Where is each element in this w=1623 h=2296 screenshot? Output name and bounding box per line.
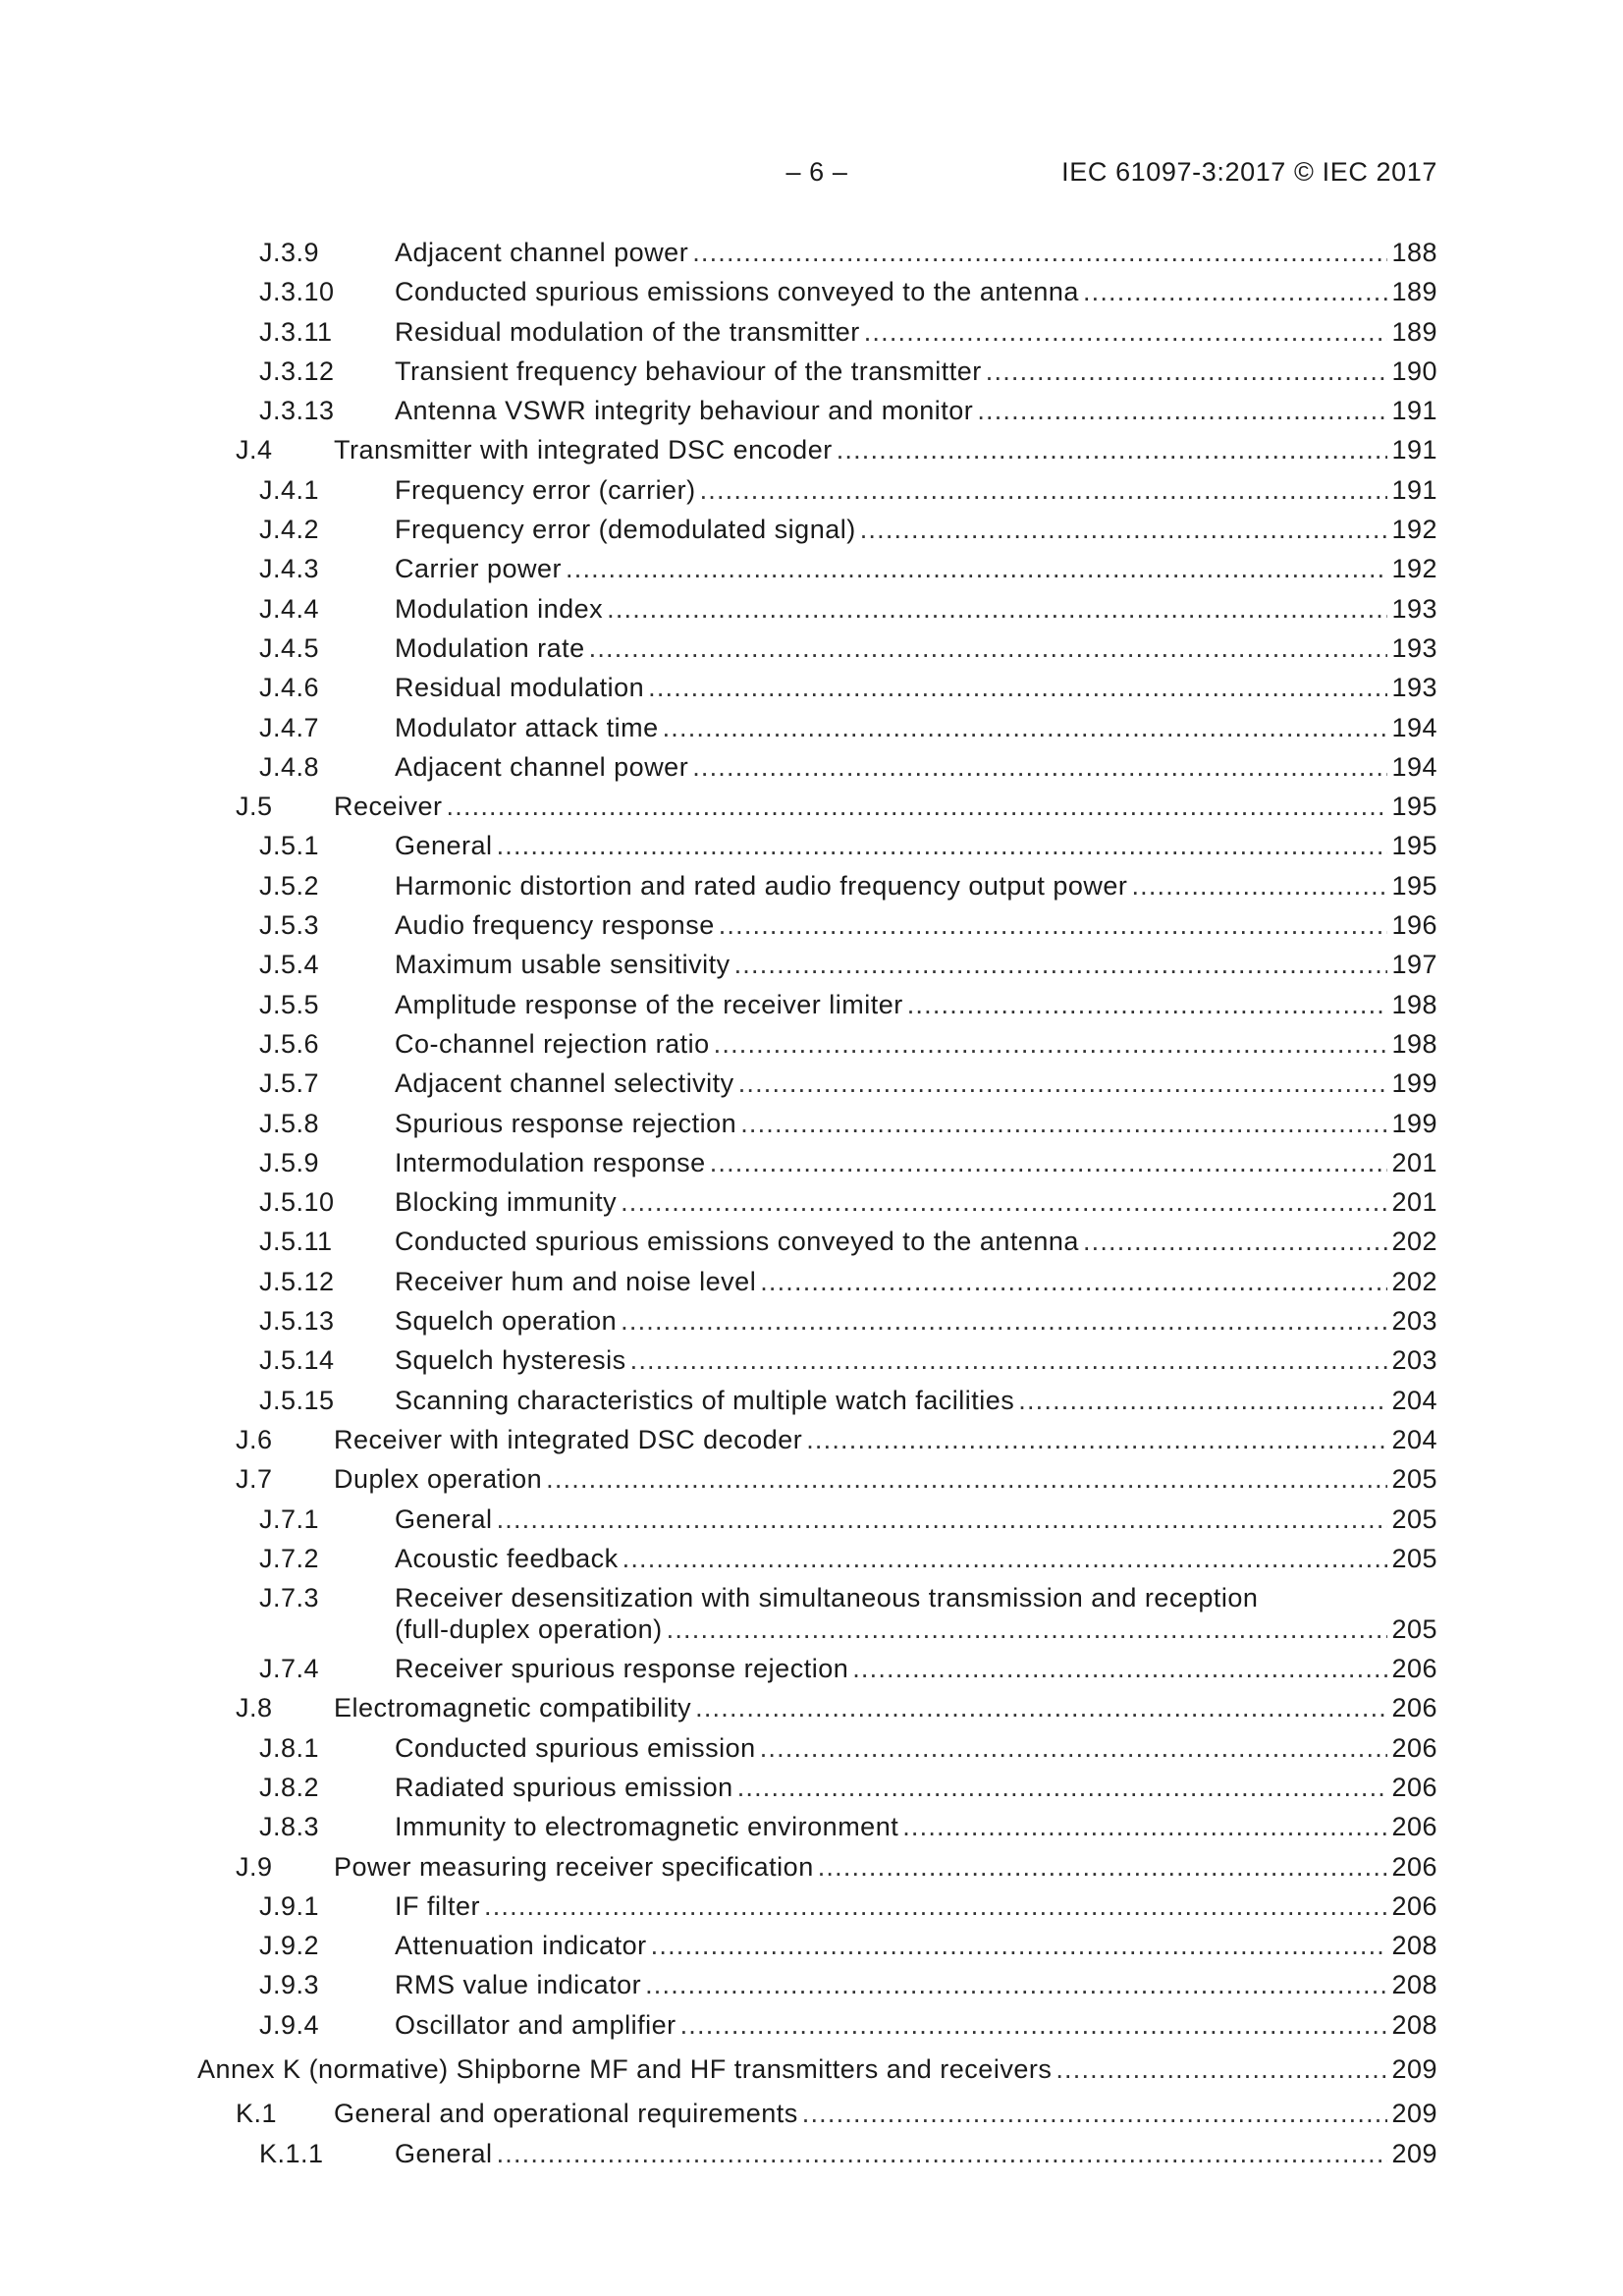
toc-entry-title: Acoustic feedback bbox=[395, 1543, 619, 1573]
toc-entry[interactable] bbox=[0, 1544, 1623, 1583]
toc-entry-number: J.9.3 bbox=[259, 1970, 320, 2000]
toc-entry-line bbox=[395, 752, 1437, 783]
dot-leader bbox=[1131, 871, 1387, 902]
toc-entry-page: 189 bbox=[1391, 277, 1437, 307]
toc-entry-number: J.4.1 bbox=[259, 474, 320, 505]
toc-entry-number: J.7.4 bbox=[259, 1654, 320, 1684]
toc-entry-number: J.5.8 bbox=[259, 1108, 320, 1138]
toc-entry-title: Transient frequency behaviour of the transmitter bbox=[395, 355, 982, 386]
toc-entry-line bbox=[334, 1464, 1437, 1495]
dot-leader bbox=[710, 1148, 1388, 1178]
toc-entry-number: J.6 bbox=[236, 1424, 273, 1454]
dot-leader bbox=[497, 1504, 1388, 1535]
toc-entry[interactable] bbox=[0, 317, 1623, 356]
toc-entry-number: J.5.12 bbox=[259, 1266, 335, 1296]
toc-entry[interactable] bbox=[0, 673, 1623, 712]
toc-entry-number: J.7.2 bbox=[259, 1543, 320, 1573]
dot-leader bbox=[802, 2099, 1388, 2129]
toc-entry-title: Adjacent channel power bbox=[395, 238, 689, 267]
toc-entry-number: J.4.2 bbox=[259, 515, 320, 545]
dot-leader bbox=[621, 1187, 1387, 1218]
toc-entry[interactable] bbox=[0, 713, 1623, 752]
toc-entry-title: Squelch hysteresis bbox=[395, 1345, 626, 1376]
dot-leader bbox=[546, 1464, 1387, 1495]
toc-entry-page: 189 bbox=[1391, 316, 1437, 347]
toc-entry[interactable] bbox=[0, 1425, 1623, 1464]
toc-entry-line bbox=[395, 238, 1437, 268]
dot-leader bbox=[977, 396, 1387, 426]
toc-entry-title: Radiated spurious emission bbox=[395, 1772, 733, 1802]
toc-entry[interactable] bbox=[0, 554, 1623, 593]
toc-entry[interactable] bbox=[0, 238, 1623, 277]
toc-entry-title: Conducted spurious emissions conveyed to the antenna bbox=[395, 1227, 1079, 1257]
toc-entry[interactable] bbox=[0, 1227, 1623, 1266]
toc-entry-number: J.5.4 bbox=[259, 950, 320, 980]
toc-entry-line bbox=[395, 871, 1437, 902]
toc-entry-title: Co-channel rejection ratio bbox=[395, 1028, 710, 1059]
toc-entry-page: 198 bbox=[1391, 1028, 1437, 1059]
toc-entry-line bbox=[395, 317, 1437, 348]
dot-leader bbox=[651, 1931, 1388, 1961]
toc-entry-page: 191 bbox=[1391, 396, 1437, 426]
toc-entry-title: Modulation rate bbox=[395, 632, 585, 663]
toc-entry-title: Spurious response rejection bbox=[395, 1108, 737, 1138]
toc-entry-title: Annex K (normative) Shipborne MF and HF transmitters and receivers bbox=[197, 2054, 1053, 2085]
dot-leader bbox=[1055, 2054, 1387, 2085]
toc-entry-title: General bbox=[395, 831, 493, 861]
toc-entry-line bbox=[395, 1773, 1437, 1803]
toc-entry-title: Residual modulation bbox=[395, 673, 645, 703]
toc-entry-title: Receiver bbox=[334, 792, 443, 822]
toc-entry-title: Modulation index bbox=[395, 593, 604, 624]
toc-entry-page: 196 bbox=[1391, 910, 1437, 941]
toc-entry-line bbox=[395, 633, 1437, 664]
toc-entry-line bbox=[395, 1970, 1437, 2000]
toc-entry-line bbox=[395, 2139, 1437, 2169]
toc-entry[interactable] bbox=[0, 515, 1623, 554]
toc-entry-line bbox=[395, 1812, 1437, 1842]
dot-leader bbox=[738, 1068, 1388, 1099]
dot-leader bbox=[695, 1693, 1387, 1723]
dot-leader bbox=[497, 831, 1388, 861]
toc-entry-title: Frequency error (demodulated signal) bbox=[395, 515, 856, 545]
toc-entry-page: 195 bbox=[1391, 870, 1437, 901]
toc-entry[interactable] bbox=[0, 792, 1623, 831]
toc-entry-title: Scanning characteristics of multiple watch facilities bbox=[395, 1385, 1015, 1415]
toc-entry-number: J.5 bbox=[236, 792, 273, 822]
toc-entry-number: J.4.5 bbox=[259, 632, 320, 663]
toc-entry-page: 197 bbox=[1391, 950, 1437, 980]
toc-entry-line bbox=[395, 950, 1437, 980]
dot-leader bbox=[630, 1345, 1388, 1376]
toc-entry-number: J.4.8 bbox=[259, 751, 320, 782]
toc-entry[interactable] bbox=[0, 1583, 1623, 1654]
toc-entry[interactable] bbox=[0, 1386, 1623, 1425]
toc-entry-page: 209 bbox=[1391, 2099, 1437, 2129]
toc-entry-number: J.5.13 bbox=[259, 1306, 335, 1337]
toc-entry-title: Electromagnetic compatibility bbox=[334, 1693, 692, 1723]
dot-leader bbox=[645, 1970, 1387, 2000]
toc-entry-number: J.8 bbox=[236, 1693, 273, 1723]
dot-leader bbox=[986, 356, 1388, 387]
toc-entry-page: 188 bbox=[1391, 238, 1437, 267]
page-number: – 6 – bbox=[785, 157, 848, 187]
toc-entry-number: J.7.1 bbox=[259, 1503, 320, 1534]
toc-entry-page: 192 bbox=[1391, 554, 1437, 584]
standard-reference: IEC 61097-3:2017 © IEC 2017 bbox=[1061, 157, 1437, 187]
toc-entry-number: J.5.2 bbox=[259, 870, 320, 901]
toc-entry-number: J.8.3 bbox=[259, 1812, 320, 1842]
toc-entry[interactable] bbox=[0, 1931, 1623, 1970]
toc-entry-page: 206 bbox=[1391, 1693, 1437, 1723]
toc-entry[interactable] bbox=[0, 475, 1623, 515]
toc-entry[interactable] bbox=[0, 1109, 1623, 1148]
toc-entry[interactable] bbox=[0, 752, 1623, 792]
toc-entry-line bbox=[395, 554, 1437, 584]
toc-entry[interactable] bbox=[0, 1029, 1623, 1068]
toc-entry-title: Intermodulation response bbox=[395, 1147, 706, 1177]
toc-entry-page: 205 bbox=[1391, 1464, 1437, 1495]
dot-leader bbox=[714, 1029, 1388, 1060]
page-header bbox=[196, 157, 1437, 196]
dot-leader bbox=[818, 1852, 1388, 1883]
dot-leader bbox=[484, 1891, 1387, 1922]
toc-entry-page: 199 bbox=[1391, 1068, 1437, 1099]
toc-entry-title: Amplitude response of the receiver limiter bbox=[395, 989, 903, 1019]
toc-entry-number: K.1.1 bbox=[259, 2138, 324, 2168]
dot-leader bbox=[864, 317, 1388, 348]
toc-entry-line bbox=[334, 1852, 1437, 1883]
toc-entry-number: J.5.5 bbox=[259, 989, 320, 1019]
toc-entry-line bbox=[395, 1386, 1437, 1416]
toc-entry-line bbox=[395, 910, 1437, 941]
toc-entry-page: 205 bbox=[1391, 1543, 1437, 1573]
dot-leader bbox=[740, 1109, 1387, 1139]
table-of-contents bbox=[0, 238, 1623, 2178]
toc-entry-line bbox=[395, 1267, 1437, 1297]
toc-entry-title: IF filter bbox=[395, 1890, 481, 1921]
toc-entry-title: RMS value indicator bbox=[395, 1970, 642, 2000]
toc-entry-number: J.7.3 bbox=[259, 1583, 320, 1613]
dot-leader bbox=[737, 1773, 1388, 1803]
toc-entry[interactable] bbox=[0, 1148, 1623, 1187]
toc-entry-number: J.9.4 bbox=[259, 2009, 320, 2040]
dot-leader bbox=[1083, 1227, 1388, 1257]
dot-leader bbox=[852, 1654, 1387, 1684]
toc-entry-number: J.4.6 bbox=[259, 673, 320, 703]
dot-leader bbox=[700, 475, 1388, 506]
dot-leader bbox=[902, 1812, 1387, 1842]
toc-entry[interactable] bbox=[0, 633, 1623, 673]
toc-entry[interactable] bbox=[0, 1970, 1623, 2009]
toc-entry[interactable] bbox=[0, 1504, 1623, 1544]
toc-entry-line bbox=[334, 792, 1437, 822]
toc-entry-page: 193 bbox=[1391, 673, 1437, 703]
toc-entry-line bbox=[395, 713, 1437, 743]
dot-leader bbox=[860, 515, 1388, 545]
dot-leader bbox=[907, 990, 1388, 1020]
toc-entry[interactable] bbox=[0, 1267, 1623, 1306]
toc-entry[interactable] bbox=[0, 2139, 1623, 2178]
dot-leader bbox=[648, 673, 1387, 703]
toc-entry-line bbox=[395, 1931, 1437, 1961]
toc-entry-number: J.4.4 bbox=[259, 593, 320, 624]
toc-entry[interactable] bbox=[0, 396, 1623, 435]
toc-entry-page: 208 bbox=[1391, 2009, 1437, 2040]
toc-entry-line bbox=[334, 1425, 1437, 1455]
toc-entry-line bbox=[334, 435, 1437, 465]
toc-entry-page: 199 bbox=[1391, 1108, 1437, 1138]
toc-entry[interactable] bbox=[0, 1852, 1623, 1891]
toc-entry-title: Duplex operation bbox=[334, 1464, 543, 1495]
dot-leader bbox=[1083, 277, 1388, 307]
toc-entry[interactable] bbox=[0, 356, 1623, 396]
toc-entry-title: Oscillator and amplifier bbox=[395, 2009, 676, 2040]
toc-entry-title: Harmonic distortion and rated audio frequency output power bbox=[395, 870, 1128, 901]
toc-entry-page: 190 bbox=[1391, 355, 1437, 386]
toc-entry-title: Adjacent channel selectivity bbox=[395, 1068, 734, 1099]
toc-entry-number: J.5.14 bbox=[259, 1345, 335, 1376]
toc-entry[interactable] bbox=[0, 950, 1623, 989]
toc-entry-number: J.5.1 bbox=[259, 831, 320, 861]
toc-entry-line bbox=[395, 1227, 1437, 1257]
toc-entry-title: Conducted spurious emissions conveyed to the antenna bbox=[395, 277, 1079, 307]
toc-entry-line bbox=[395, 277, 1437, 307]
toc-entry-title: (full-duplex operation) bbox=[395, 1614, 663, 1645]
toc-entry[interactable] bbox=[0, 871, 1623, 910]
toc-entry-title: Antenna VSWR integrity behaviour and monitor bbox=[395, 396, 974, 426]
toc-entry-page: 201 bbox=[1391, 1147, 1437, 1177]
toc-entry-title: Receiver spurious response rejection bbox=[395, 1654, 849, 1684]
toc-entry-page: 203 bbox=[1391, 1345, 1437, 1376]
toc-entry-page: 194 bbox=[1391, 712, 1437, 742]
toc-entry-page: 205 bbox=[1391, 1614, 1437, 1645]
toc-entry[interactable] bbox=[0, 990, 1623, 1029]
toc-entry-number: J.9.2 bbox=[259, 1931, 320, 1961]
toc-entry-number: J.9.1 bbox=[259, 1890, 320, 1921]
toc-entry-title: Immunity to electromagnetic environment bbox=[395, 1812, 899, 1842]
toc-entry[interactable] bbox=[0, 1693, 1623, 1732]
toc-entry-page: 191 bbox=[1391, 435, 1437, 465]
dot-leader bbox=[734, 950, 1388, 980]
toc-entry-number: J.3.9 bbox=[259, 238, 320, 267]
toc-entry-title: Receiver with integrated DSC decoder bbox=[334, 1424, 803, 1454]
dot-leader bbox=[607, 594, 1387, 625]
toc-entry[interactable] bbox=[0, 277, 1623, 316]
toc-entry-page: 192 bbox=[1391, 515, 1437, 545]
dot-leader bbox=[760, 1267, 1387, 1297]
toc-entry-title: Attenuation indicator bbox=[395, 1931, 647, 1961]
toc-entry-title: Adjacent channel power bbox=[395, 751, 689, 782]
dot-leader bbox=[719, 910, 1388, 941]
toc-entry-title: General bbox=[395, 2138, 493, 2168]
toc-entry-title-line1: Receiver desensitization with simultaneous transmission and reception bbox=[395, 1583, 1259, 1613]
toc-entry-page: 195 bbox=[1391, 792, 1437, 822]
toc-entry-line bbox=[395, 594, 1437, 625]
toc-entry-title: Maximum usable sensitivity bbox=[395, 950, 730, 980]
toc-entry-page: 194 bbox=[1391, 751, 1437, 782]
toc-entry[interactable] bbox=[0, 1812, 1623, 1851]
toc-entry-title: Audio frequency response bbox=[395, 910, 715, 941]
toc-entry-line bbox=[395, 1306, 1437, 1337]
toc-entry[interactable] bbox=[0, 1773, 1623, 1812]
toc-entry-title: Transmitter with integrated DSC encoder bbox=[334, 435, 833, 465]
toc-entry-title: Modulator attack time bbox=[395, 712, 659, 742]
toc-entry-number: K.1 bbox=[236, 2099, 278, 2129]
toc-entry-line bbox=[395, 1504, 1437, 1535]
toc-entry-number: J.5.10 bbox=[259, 1187, 335, 1218]
toc-entry-title: Carrier power bbox=[395, 554, 563, 584]
dot-leader bbox=[622, 1544, 1388, 1574]
toc-entry-number: J.3.12 bbox=[259, 355, 335, 386]
toc-entry-page: 209 bbox=[1391, 2138, 1437, 2168]
toc-entry-page: 201 bbox=[1391, 1187, 1437, 1218]
toc-entry[interactable] bbox=[0, 1464, 1623, 1503]
toc-entry-page: 206 bbox=[1391, 1732, 1437, 1763]
toc-entry-number: J.3.11 bbox=[259, 316, 333, 347]
dot-leader bbox=[692, 238, 1387, 268]
toc-entry-line bbox=[197, 2054, 1437, 2085]
toc-entry[interactable] bbox=[0, 1068, 1623, 1108]
toc-entry[interactable] bbox=[0, 2099, 1623, 2138]
dot-leader bbox=[566, 554, 1387, 584]
toc-entry-number: J.3.13 bbox=[259, 396, 335, 426]
toc-entry-title: Power measuring receiver specification bbox=[334, 1851, 814, 1882]
toc-entry-line bbox=[395, 1544, 1437, 1574]
toc-entry-line bbox=[395, 673, 1437, 703]
toc-entry-line bbox=[395, 1891, 1437, 1922]
toc-entry-number: J.8.2 bbox=[259, 1772, 320, 1802]
toc-entry-line bbox=[395, 831, 1437, 861]
dot-leader bbox=[760, 1733, 1388, 1764]
toc-entry-number: J.3.10 bbox=[259, 277, 335, 307]
toc-entry[interactable] bbox=[0, 594, 1623, 633]
toc-entry-title: Residual modulation of the transmitter bbox=[395, 316, 860, 347]
toc-entry-number: J.9 bbox=[236, 1851, 273, 1882]
toc-entry-line bbox=[395, 1614, 1437, 1645]
toc-entry[interactable] bbox=[0, 1306, 1623, 1345]
toc-entry-line bbox=[334, 2099, 1437, 2129]
toc-entry-line bbox=[395, 1345, 1437, 1376]
dot-leader bbox=[663, 713, 1388, 743]
toc-entry-page: 193 bbox=[1391, 593, 1437, 624]
toc-entry[interactable] bbox=[0, 1891, 1623, 1931]
toc-entry-page: 191 bbox=[1391, 474, 1437, 505]
dot-leader bbox=[589, 633, 1388, 664]
toc-entry-line bbox=[395, 2010, 1437, 2041]
toc-entry-page: 198 bbox=[1391, 989, 1437, 1019]
toc-entry-page: 206 bbox=[1391, 1772, 1437, 1802]
toc-entry-line bbox=[395, 396, 1437, 426]
toc-entry-title: Frequency error (carrier) bbox=[395, 474, 696, 505]
toc-entry-line bbox=[395, 475, 1437, 506]
toc-entry[interactable] bbox=[0, 831, 1623, 870]
toc-entry-line bbox=[395, 1654, 1437, 1684]
toc-entry-page: 205 bbox=[1391, 1503, 1437, 1534]
toc-entry-number: J.5.11 bbox=[259, 1227, 333, 1257]
toc-entry-title: General bbox=[395, 1503, 493, 1534]
dot-leader bbox=[621, 1306, 1387, 1337]
toc-entry[interactable] bbox=[0, 1187, 1623, 1227]
toc-entry[interactable] bbox=[0, 2054, 1623, 2094]
toc-entry-number: J.5.9 bbox=[259, 1147, 320, 1177]
toc-entry-page: 206 bbox=[1391, 1851, 1437, 1882]
toc-entry-page: 206 bbox=[1391, 1890, 1437, 1921]
toc-entry-line bbox=[395, 1187, 1437, 1218]
toc-entry-page: 206 bbox=[1391, 1654, 1437, 1684]
toc-entry-line bbox=[395, 1733, 1437, 1764]
toc-entry-number: J.5.7 bbox=[259, 1068, 320, 1099]
toc-entry-title: Conducted spurious emission bbox=[395, 1732, 756, 1763]
toc-entry-title: Squelch operation bbox=[395, 1306, 618, 1337]
toc-entry-number: J.5.6 bbox=[259, 1028, 320, 1059]
toc-entry-line bbox=[395, 990, 1437, 1020]
dot-leader bbox=[692, 752, 1387, 783]
toc-entry-title: Receiver hum and noise level bbox=[395, 1266, 757, 1296]
toc-entry-title: Blocking immunity bbox=[395, 1187, 618, 1218]
toc-entry-title: General and operational requirements bbox=[334, 2099, 798, 2129]
toc-entry[interactable] bbox=[0, 435, 1623, 474]
toc-entry-line bbox=[334, 1693, 1437, 1723]
toc-entry[interactable] bbox=[0, 1654, 1623, 1693]
dot-leader bbox=[667, 1614, 1388, 1645]
toc-entry[interactable] bbox=[0, 1345, 1623, 1385]
toc-entry-page: 208 bbox=[1391, 1931, 1437, 1961]
toc-entry-page: 195 bbox=[1391, 831, 1437, 861]
toc-entry-page: 204 bbox=[1391, 1424, 1437, 1454]
dot-leader bbox=[837, 435, 1388, 465]
toc-entry-page: 208 bbox=[1391, 1970, 1437, 2000]
toc-entry-number: J.5.3 bbox=[259, 910, 320, 941]
toc-entry-line bbox=[395, 1109, 1437, 1139]
dot-leader bbox=[680, 2010, 1388, 2041]
toc-entry-page: 193 bbox=[1391, 632, 1437, 663]
toc-entry[interactable] bbox=[0, 1733, 1623, 1773]
toc-entry-page: 202 bbox=[1391, 1227, 1437, 1257]
toc-entry-line bbox=[395, 1029, 1437, 1060]
dot-leader bbox=[497, 2139, 1388, 2169]
toc-entry-number: J.7 bbox=[236, 1464, 273, 1495]
toc-entry-line bbox=[395, 1148, 1437, 1178]
toc-entry-page: 204 bbox=[1391, 1385, 1437, 1415]
toc-entry-number: J.4.7 bbox=[259, 712, 320, 742]
toc-entry-number: J.5.15 bbox=[259, 1385, 335, 1415]
toc-entry[interactable] bbox=[0, 910, 1623, 950]
toc-entry-line bbox=[395, 1068, 1437, 1099]
toc-entry-line bbox=[395, 515, 1437, 545]
toc-entry-page: 202 bbox=[1391, 1266, 1437, 1296]
toc-entry[interactable] bbox=[0, 2010, 1623, 2050]
toc-entry-number: J.4.3 bbox=[259, 554, 320, 584]
dot-leader bbox=[447, 792, 1388, 822]
toc-entry-line bbox=[395, 356, 1437, 387]
toc-entry-page: 203 bbox=[1391, 1306, 1437, 1337]
dot-leader bbox=[1018, 1386, 1387, 1416]
toc-entry-page: 206 bbox=[1391, 1812, 1437, 1842]
dot-leader bbox=[806, 1425, 1387, 1455]
toc-entry-number: J.8.1 bbox=[259, 1732, 320, 1763]
toc-entry-number: J.4 bbox=[236, 435, 273, 465]
toc-entry-page: 209 bbox=[1391, 2054, 1437, 2085]
